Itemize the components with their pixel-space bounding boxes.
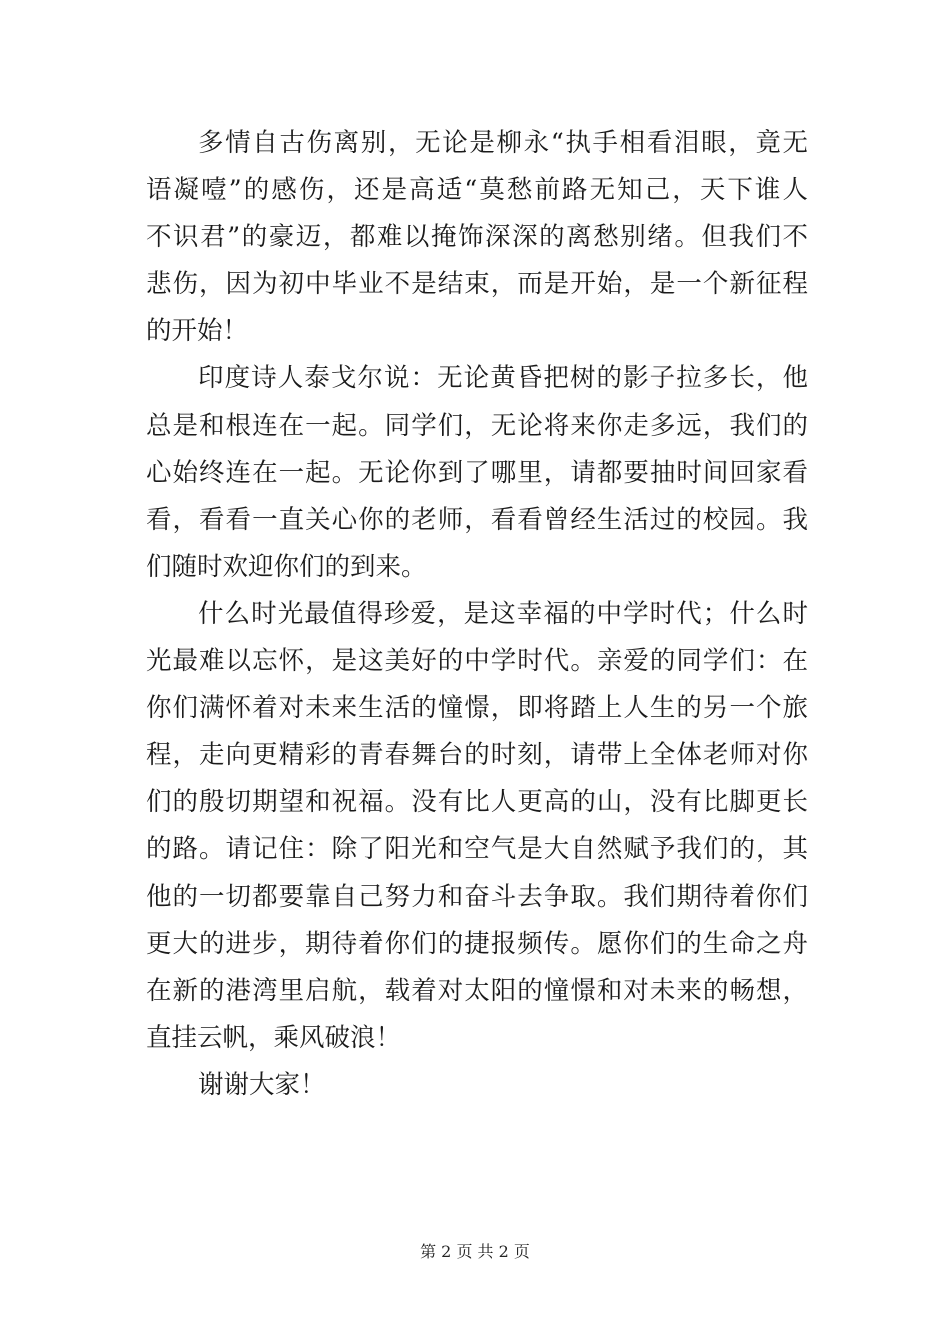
text-line: 的开始！ xyxy=(146,316,249,347)
paragraph-thanks xyxy=(146,1062,808,1109)
text-line: 你们满怀着对未来生活的憧憬，即将踏上人生的另一个旅 xyxy=(146,693,808,724)
paragraph-farewell xyxy=(146,120,808,355)
paragraph-wishes xyxy=(146,591,808,1062)
body-text xyxy=(146,120,808,1109)
paragraph-tagore xyxy=(146,355,808,590)
text-line: 多情自古伤离别，无论是柳永“执手相看泪眼，竟无 xyxy=(198,128,808,158)
text-line: 直挂云帆，乘风破浪！ xyxy=(146,1022,402,1053)
text-line: 语凝噎”的感伤，还是高适“莫愁前路无知己，天下谁人 xyxy=(146,175,808,206)
text-line: 总是和根连在一起。同学们，无论将来你走多远，我们的 xyxy=(146,410,808,441)
text-line: 们随时欢迎你们的到来。 xyxy=(146,551,427,582)
text-line: 更大的进步，期待着你们的捷报频传。愿你们的生命之舟 xyxy=(146,928,808,959)
page-number-footer: 第 2 页 共 2 页 xyxy=(420,1242,530,1261)
text-line: 光最难以忘怀，是这美好的中学时代。亲爱的同学们：在 xyxy=(146,646,808,677)
text-line: 谢谢大家！ xyxy=(198,1069,326,1100)
text-line: 在新的港湾里启航，载着对太阳的憧憬和对未来的畅想， xyxy=(146,975,808,1006)
text-line: 心始终连在一起。无论你到了哪里，请都要抽时间回家看 xyxy=(146,457,808,488)
text-line: 不识君”的豪迈，都难以掩饰深深的离愁别绪。但我们不 xyxy=(146,222,808,253)
text-line: 们的殷切期望和祝福。没有比人更高的山，没有比脚更长 xyxy=(146,787,808,818)
text-line: 什么时光最值得珍爱，是这幸福的中学时代；什么时 xyxy=(198,598,808,629)
text-line: 看，看看一直关心你的老师，看看曾经生活过的校园。我 xyxy=(146,504,808,535)
text-line: 印度诗人泰戈尔说：无论黄昏把树的影子拉多长，他 xyxy=(198,363,808,394)
text-line: 程，走向更精彩的青春舞台的时刻，请带上全体老师对你 xyxy=(146,740,808,771)
text-line: 悲伤，因为初中毕业不是结束，而是开始，是一个新征程 xyxy=(146,269,808,300)
text-line: 他的一切都要靠自己努力和奋斗去争取。我们期待着你们 xyxy=(146,881,808,912)
text-line: 的路。请记住：除了阳光和空气是大自然赋予我们的，其 xyxy=(146,834,808,865)
